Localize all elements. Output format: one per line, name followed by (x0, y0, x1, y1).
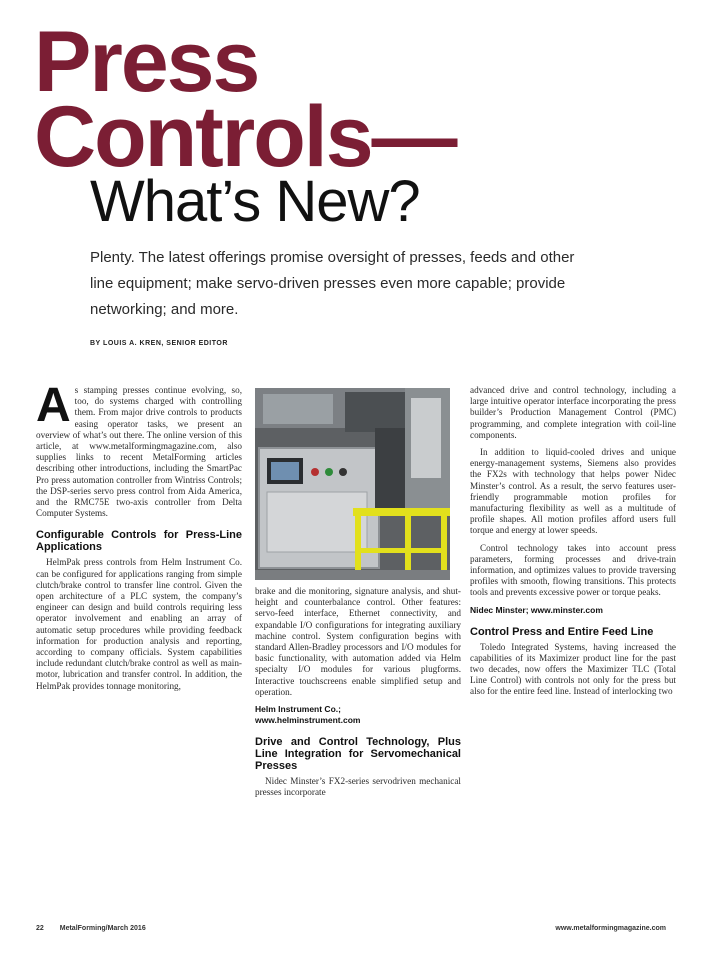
issue-label: MetalForming/March 2016 (59, 925, 146, 932)
subhead-drive-control: Drive and Control Technology, Plus Line Integration for Servomechanical Presses (255, 736, 461, 773)
nidec-continued-paragraph: advanced drive and control technology, including a large intuitive operator interface incorporating the press builder’s Production Management Control (PMC) programming, and complete integration with coil-line components. (470, 385, 676, 440)
press-control-photo (255, 388, 450, 580)
siemens-paragraph: In addition to liquid-cooled drives and unique energy-management systems, Siemens also provides the FX2s with technology that helps power Nidec Minster’s control. As a result, the servo features user-friendly programmable motion profiles for manufacturing flexibility as well as a multitude of profile shapes. All motion profiles afford users full torque and energy at lower speeds. (470, 447, 676, 536)
control-technology-paragraph: Control technology takes into account press parameters, forming processes and drive-train information, and optimizes values to provide traversing profiles with smooth, flowing transitions. This protects tools and prevents excessive power or torque peaks. (470, 542, 676, 598)
footer-url: www.metalformingmagazine.com (555, 925, 666, 932)
footer-left (36, 925, 146, 932)
intro-text: s stamping presses continue evolving, so, too, do systems charged with controlling them. From major drive controls to products easing operator tasks, we present an overview of what’s out there. The online version of this article, at www.metalformingmagazine.com, also supplies links to recent MetalForming articles describing other introductions, including the SmartPac Pro press automation controller from Wintriss Controls; the DSP-series servo press control from Aida America, and the RMC75E two-axis controller from Delta Computer Systems. (36, 385, 242, 519)
headline-line-2: Controls— (34, 89, 456, 185)
page-number: 22 (36, 925, 44, 932)
article-dek: Plenty. The latest offerings promise oversight of presses, feeds and other line equipment; make servo-driven presses even more capable; provide networking; and more. (90, 249, 575, 318)
toledo-paragraph: Toledo Integrated Systems, having increased the capabilities of its Maximizer product line for the past two decades, now offers the Maximizer TLC (Total Line Control) with controls not only for the press but also for the entire feed line. Instead of interlocking two (470, 641, 676, 697)
helm-contact-name: Helm Instrument Co.; (255, 704, 341, 715)
helmpak-paragraph: HelmPak press controls from Helm Instrument Co. can be configured for applications ranging from simple clutch/brake control to transfer line control. Given the open architecture of a PLC system, the company’s engineer can design and build controls requiring less operator involvement and enabling an array of automatic setup procedures while providing feedback information for production analysis and reporting, according to company officials. System capabilities include redundant clutch/brake control as well as main-motor, lubrication and transfer control. In addition, the HelmPak provides tonnage monitoring, (36, 557, 242, 691)
helm-contact (255, 704, 461, 726)
helmpak-continued-paragraph: brake and die monitoring, signature analysis, and shut-height and counterbalance control. Other features: servo-feed interface, Ethernet connectivity, and expandable I/O configurations for integrating auxiliary machine control. System configuration begins with standard Allen-Bradley processors and I/O modules for basic functionality, with automation added via Helm specialty I/O modules for various plugforms. Interactive touchscreens enable simplified setup and operation. (255, 586, 461, 697)
column-2 (255, 586, 461, 804)
headline-line-1: Press (34, 14, 259, 110)
subhead-configurable-controls: Configurable Controls for Press-Line Applications (36, 529, 242, 554)
byline: BY LOUIS A. KREN, SENIOR EDITOR (90, 340, 228, 347)
drop-cap: A (36, 379, 71, 432)
helm-contact-url: www.helminstrument.com (255, 715, 361, 726)
press-machine-image (255, 388, 450, 580)
subhead-control-press: Control Press and Entire Feed Line (470, 625, 654, 638)
intro-paragraph (36, 379, 242, 519)
column-3 (470, 385, 676, 704)
column-1 (36, 379, 242, 698)
nidec-paragraph: Nidec Minster’s FX2-series servodriven mechanical presses incorporate (255, 776, 461, 798)
nidec-contact: Nidec Minster; www.minster.com (470, 604, 603, 615)
headline-line-3: What’s New? (90, 169, 420, 234)
